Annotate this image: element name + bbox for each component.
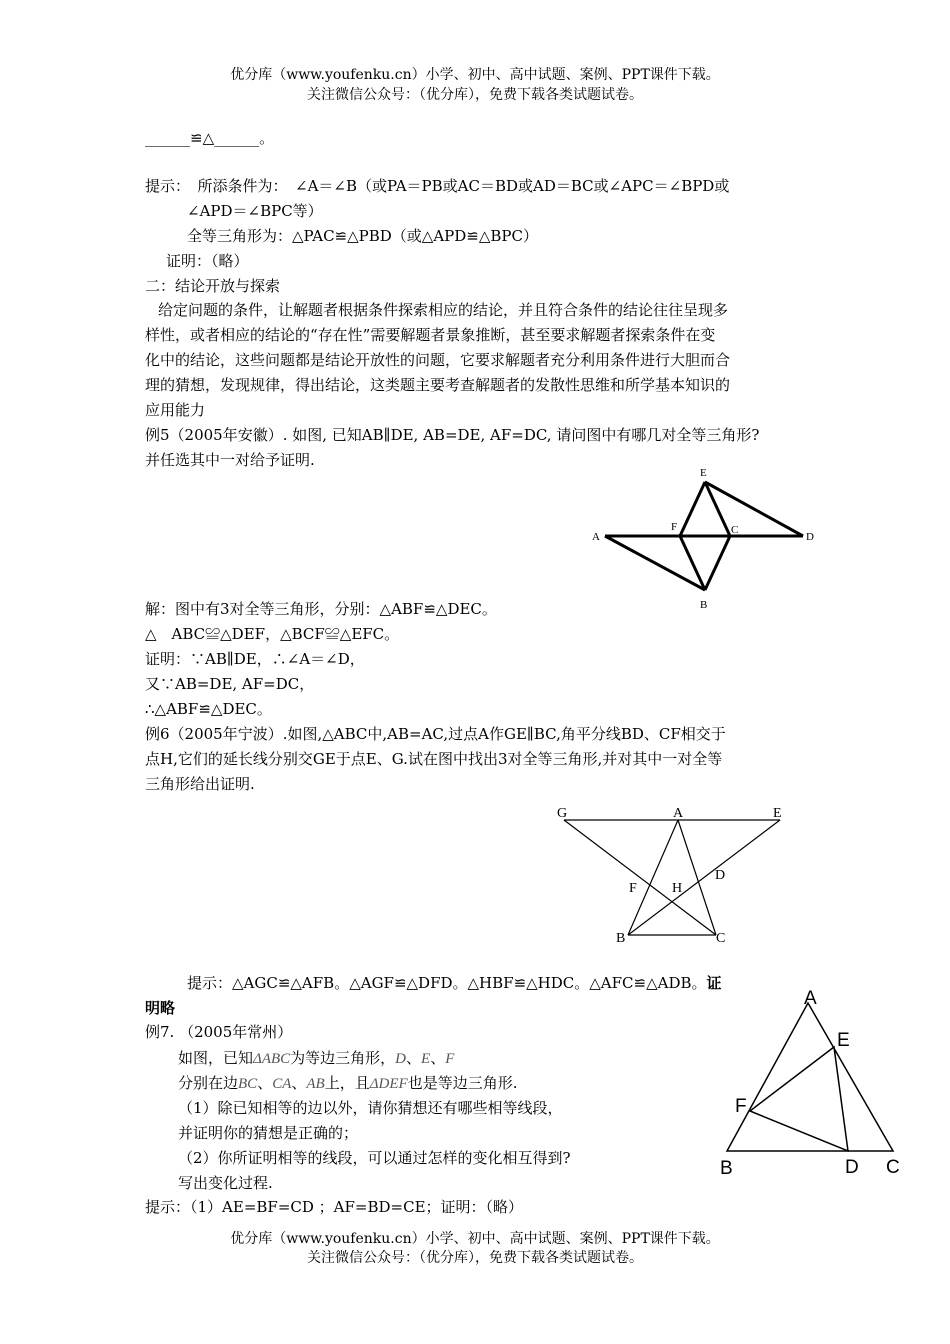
ex7-triangle-abc [727, 1003, 893, 1151]
ex6-label-c: C [716, 931, 726, 946]
ex7-math: CA [272, 1076, 292, 1092]
ex7-question1: （1）除已知相等的边以外，请你猜想还有哪些相等线段， [178, 1099, 563, 1117]
ex6-line-ac [678, 820, 716, 935]
page-footer-line2: 关注微信公众号：（优分库），免费下载各类试题试卷。 [307, 1250, 643, 1266]
ex5-solution-line4: 又∵AB=DE, AF=DC， [145, 675, 315, 693]
ex6-hint-bold1: 证 [706, 974, 722, 992]
ex5-question-line2: 并任选其中一对给予证明. [145, 451, 315, 469]
ex7-math: AB [306, 1076, 325, 1092]
ex7-math: ΔDEF [369, 1076, 408, 1092]
ex5-label-e: E [700, 467, 707, 479]
ex5-label-a: A [592, 531, 600, 543]
page-header-line2: 关注微信公众号：（优分库），免费下载各类试题试卷。 [307, 87, 643, 103]
ex5-line-cb [705, 536, 730, 590]
page-header-line1: 优分库（www.youfenku.cn）小学、初中、高中试题、案例、PPT课件下载。 [230, 67, 720, 83]
ex6-question-line1: 例6（2005年宁波）.如图,△ABC中,AB=AC,过点A作GE∥BC,角平分线BD、CF相交于 [145, 725, 726, 743]
section-title: 二：结论开放与探索 [145, 277, 281, 295]
ex7-text: 为等边三角形， [290, 1049, 396, 1067]
ex6-line-gc [564, 820, 716, 935]
ex7-text: 上，且 [324, 1074, 370, 1092]
ex6-label-h: H [672, 881, 683, 896]
ex7-triangle-def [750, 1047, 848, 1151]
ex5-figure [585, 460, 825, 610]
ex7-text: 如图，已知 [178, 1049, 254, 1067]
ex6-label-f: F [629, 881, 637, 896]
hint4-line2: ∠APD＝∠BPC等） [187, 202, 323, 220]
ex5-question-line1: 例5（2005年安徽）. 如图, 已知AB∥DE, AB=DE, AF=DC, 请问图中有哪几对全等三角形? [145, 426, 760, 444]
ex7-question2-cont: 写出变化过程. [178, 1174, 273, 1192]
ex7-title: 例7. （2005年常州） [145, 1023, 293, 1041]
ex6-label-a: A [673, 806, 684, 821]
ex7-text: 、 [291, 1074, 307, 1092]
ex7-math: D [395, 1051, 407, 1067]
ex7-label-a: A [804, 988, 817, 1009]
ex7-math: BC [238, 1076, 258, 1092]
ex7-line2 [178, 1076, 517, 1092]
ex7-label-f: F [735, 1096, 747, 1117]
ex7-text: 、 [257, 1074, 273, 1092]
ex7-question2: （2）你所证明相等的线段，可以通过怎样的变化相互得到? [178, 1149, 571, 1167]
ex6-line-eb [628, 820, 780, 935]
ex6-figure [550, 800, 800, 950]
ex5-solution-line1: 解：图中有3对全等三角形，分别：△ABF≌△DEC。 [145, 600, 497, 618]
section-para-line5: 应用能力 [145, 401, 206, 419]
ex7-hint: 提示：（1）AE=BF=CD ；AF=BD=CE；证明：（略） [145, 1198, 524, 1216]
ex7-figure [710, 985, 910, 1185]
ex6-line-ab [628, 820, 678, 935]
ex7-text: 、 [430, 1049, 446, 1067]
ex7-label-e: E [837, 1030, 850, 1051]
ex7-label-b: B [720, 1158, 733, 1179]
ex5-line-ed [705, 482, 803, 536]
ex6-hint [187, 976, 722, 991]
section-para-line3: 化中的结论，这些问题都是结论开放性的问题，它要求解题者充分利用条件进行大胆而合 [145, 351, 731, 369]
ex7-math: ΔABC [253, 1051, 291, 1067]
ex5-solution-line3: 证明：∵AB∥DE，∴∠A＝∠D， [145, 650, 365, 668]
ex5-line-ef [680, 482, 705, 536]
section-para-line2: 样性，或者相应的结论的“存在性”需要解题者景象推断，甚至要求解题者探索条件在变 [145, 326, 716, 344]
ex5-label-c: C [731, 524, 739, 536]
hint4-line1: 提示： 所添条件为： ∠A＝∠B（或PA＝PB或AC＝BD或AD＝BC或∠APC＝∠BPD或 [145, 177, 730, 195]
ex5-label-f: F [671, 521, 678, 533]
ex7-math: F [445, 1051, 455, 1067]
page-footer-line1: 优分库（www.youfenku.cn）小学、初中、高中试题、案例、PPT课件下载。 [230, 1231, 720, 1247]
ex5-solution-line2: △ ABC≌△DEF，△BCF≌△EFC。 [145, 625, 400, 643]
ex5-label-d: D [806, 531, 814, 543]
ex6-label-d: D [715, 868, 726, 883]
section-para-line4: 理的猜想，发现规律，得出结论，这类题主要考查解题者的发散性思维和所学基本知识的 [145, 376, 731, 394]
ex6-label-e: E [773, 806, 782, 821]
ex6-hint-text: 提示：△AGC≌△AFB。△AGF≌△DFD。△HBF≌△HDC。△AFC≌△ADB。 [187, 974, 707, 992]
ex7-text: 、 [406, 1049, 422, 1067]
ex7-math: E [421, 1051, 431, 1067]
section-para-line1: 给定问题的条件，让解题者根据条件探索相应的结论，并且符合条件的结论往往呈现多 [158, 301, 729, 319]
ex7-line1 [178, 1051, 454, 1067]
ex7-label-c: C [886, 1157, 900, 1178]
ex7-question1-cont: 并证明你的猜想是正确的； [178, 1124, 359, 1142]
ex6-label-g: G [557, 806, 568, 821]
ex7-text: 也是等边三角形. [407, 1074, 518, 1092]
ex6-question-line3: 三角形给出证明. [145, 775, 255, 793]
ex6-label-b: B [616, 931, 626, 946]
top-blank-line: ______≌△______。 [145, 129, 275, 147]
ex5-label-b: B [700, 599, 708, 610]
ex7-text: 分别在边 [178, 1074, 239, 1092]
ex6-hint-bold2: 明略 [145, 999, 176, 1017]
ex6-question-line2: 点H,它们的延长线分别交GE于点E、G.试在图中找出3对全等三角形,并对其中一对全等 [145, 750, 723, 768]
hint4-line3: 全等三角形为：△PAC≌△PBD（或△APD≌△BPC） [187, 227, 538, 245]
hint4-line4: 证明：（略） [166, 252, 249, 270]
ex7-label-d: D [845, 1157, 859, 1178]
ex5-line-ab [605, 536, 705, 590]
ex5-solution-line5: ∴△ABF≌△DEC。 [145, 700, 272, 718]
